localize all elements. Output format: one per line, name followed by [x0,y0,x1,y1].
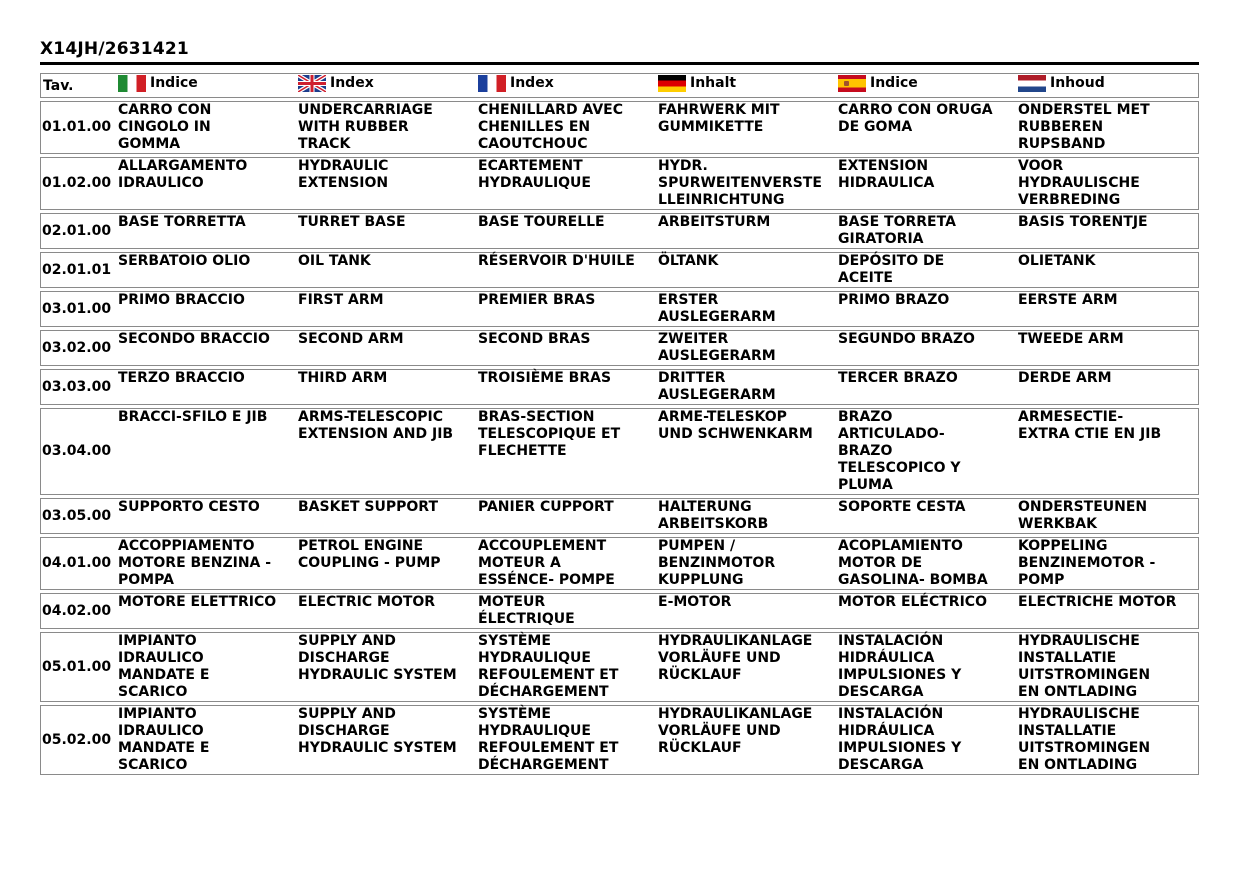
table-row [40,213,1199,249]
cell-text: TURRET BASE [298,214,406,230]
table-cell-italian [118,498,298,534]
cell-text: DRITTER AUSLEGERARM [658,370,776,403]
cell-text: HYDRAULIC EXTENSION [298,158,389,191]
table-code-cell: 03.03.00 [40,369,118,405]
table-cell-italian [118,330,298,366]
table-cell-italian [118,157,298,210]
cell-text: PRIMO BRACCIO [118,292,245,308]
code-column-header: Tav. [40,73,118,98]
table-cell-italian [118,537,298,590]
cell-text: ARMESECTIE- EXTRA CTIE EN JIB [1018,409,1162,442]
cell-text: SUPPORTO CESTO [118,499,260,515]
table-cell-spanish [838,408,1018,495]
cell-text: DERDE ARM [1018,370,1112,386]
cell-text: FIRST ARM [298,292,384,308]
table-cell-spanish [838,705,1018,775]
table-cell-french [478,537,658,590]
table-cell-german [658,291,838,327]
cell-text: INSTALACIÓN HIDRÁULICA IMPULSIONES Y DESCARGA [838,633,962,700]
column-header-label: Indice [870,75,918,91]
cell-text: SUPPLY AND DISCHARGE HYDRAULIC SYSTEM [298,706,457,756]
cell-text: SEGUNDO BRAZO [838,331,975,347]
table-row [40,632,1199,702]
cell-text: SUPPLY AND DISCHARGE HYDRAULIC SYSTEM [298,633,457,683]
cell-text: TWEEDE ARM [1018,331,1124,347]
column-header-label: Indice [150,75,198,91]
table-cell-dutch [1018,408,1199,495]
table-cell-german [658,498,838,534]
column-header-french [478,73,658,98]
cell-text: SECOND ARM [298,331,404,347]
column-header-german [658,73,838,98]
table-cell-italian [118,632,298,702]
table-code-cell: 03.04.00 [40,408,118,495]
table-cell-german [658,408,838,495]
cell-text: ARME-TELESKOP UND SCHWENKARM [658,409,813,442]
table-code-cell: 02.01.00 [40,213,118,249]
table-cell-spanish [838,101,1018,154]
table-cell-spanish [838,291,1018,327]
table-cell-english [298,537,478,590]
table-cell-german [658,369,838,405]
cell-text: ÖLTANK [658,253,719,269]
table-row [40,537,1199,590]
table-cell-german [658,705,838,775]
table-cell-spanish [838,330,1018,366]
cell-text: SOPORTE CESTA [838,499,966,515]
table-cell-spanish [838,537,1018,590]
table-cell-french [478,213,658,249]
table-cell-spanish [838,252,1018,288]
cell-text: CHENILLARD AVEC CHENILLES EN CAOUTCHOUC [478,102,623,152]
cell-text: PREMIER BRAS [478,292,596,308]
table-row [40,101,1199,154]
table-code-cell: 05.02.00 [40,705,118,775]
cell-text: ONDERSTEUNEN WERKBAK [1018,499,1148,532]
cell-text: IMPIANTO IDRAULICO MANDATE E SCARICO [118,706,210,773]
cell-text: VOOR HYDRAULISCHE VERBREDING [1018,158,1140,208]
column-header-label: Inhoud [1050,75,1105,91]
table-cell-french [478,408,658,495]
table-cell-dutch [1018,101,1199,154]
table-body [40,101,1199,775]
column-header-label: Index [510,75,554,91]
table-cell-italian [118,593,298,629]
cell-text: ELECTRIC MOTOR [298,594,436,610]
table-code-cell: 03.01.00 [40,291,118,327]
table-cell-french [478,101,658,154]
table-cell-spanish [838,593,1018,629]
cell-text: PRIMO BRAZO [838,292,950,308]
table-cell-english [298,632,478,702]
table-row [40,593,1199,629]
cell-text: SECONDO BRACCIO [118,331,270,347]
cell-text: EERSTE ARM [1018,292,1118,308]
spain-flag-icon [838,75,866,92]
cell-text: OIL TANK [298,253,371,269]
table-cell-french [478,157,658,210]
cell-text: ARMS-TELESCOPIC EXTENSION AND JIB [298,409,454,442]
cell-text: SERBATOIO OLIO [118,253,251,269]
cell-text: INSTALACIÓN HIDRÁULICA IMPULSIONES Y DESCARGA [838,706,962,773]
table-row [40,408,1199,495]
cell-text: BASE TORRETA GIRATORIA [838,214,956,247]
table-cell-english [298,408,478,495]
netherlands-flag-icon [1018,75,1046,92]
table-cell-dutch [1018,330,1199,366]
cell-text: HYDRAULIKANLAGE VORLÄUFE UND RÜCKLAUF [658,706,813,756]
table-cell-dutch [1018,593,1199,629]
cell-text: ONDERSTEL MET RUBBEREN RUPSBAND [1018,102,1150,152]
table-cell-german [658,157,838,210]
cell-text: SECOND BRAS [478,331,591,347]
table-cell-german [658,593,838,629]
cell-text: PUMPEN / BENZINMOTOR KUPPLUNG [658,538,776,588]
document-title: X14JH/2631421 [40,39,189,59]
table-cell-dutch [1018,252,1199,288]
table-code-cell: 04.02.00 [40,593,118,629]
table-cell-italian [118,101,298,154]
cell-text: TERCER BRAZO [838,370,958,386]
table-code-cell: 05.01.00 [40,632,118,702]
cell-text: ERSTER AUSLEGERARM [658,292,776,325]
cell-text: CARRO CON ORUGA DE GOMA [838,102,993,135]
table-cell-french [478,252,658,288]
cell-text: ZWEITER AUSLEGERARM [658,331,776,364]
germany-flag-icon [658,75,686,92]
cell-text: BRAS-SECTION TELESCOPIQUE ET FLECHETTE [478,409,621,459]
cell-text: MOTEUR ÉLECTRIQUE [478,594,575,627]
cell-text: IMPIANTO IDRAULICO MANDATE E SCARICO [118,633,210,700]
table-cell-english [298,213,478,249]
cell-text: MOTOR ELÉCTRICO [838,594,987,610]
table-cell-dutch [1018,632,1199,702]
table-code-cell: 01.02.00 [40,157,118,210]
table-code-cell: 03.02.00 [40,330,118,366]
column-header-label: Inhalt [690,75,737,91]
table-cell-german [658,213,838,249]
table-cell-german [658,537,838,590]
cell-text: SYSTÈME HYDRAULIQUE REFOULEMENT ET DÉCHARGEMENT [478,706,619,773]
table-cell-french [478,705,658,775]
table-cell-german [658,101,838,154]
index-table [40,70,1199,778]
cell-text: ELECTRICHE MOTOR [1018,594,1177,610]
cell-text: MOTORE ELETTRICO [118,594,277,610]
table-cell-german [658,632,838,702]
cell-text: SYSTÈME HYDRAULIQUE REFOULEMENT ET DÉCHARGEMENT [478,633,619,700]
cell-text: OLIETANK [1018,253,1096,269]
table-cell-dutch [1018,291,1199,327]
cell-text: THIRD ARM [298,370,388,386]
table-cell-english [298,291,478,327]
cell-text: HYDRAULISCHE INSTALLATIE UITSTROMINGEN EN ONTLADING [1018,706,1151,773]
cell-text: RÉSERVOIR D'HUILE [478,253,635,269]
table-cell-english [298,593,478,629]
table-cell-english [298,498,478,534]
cell-text: ACOPLAMIENTO MOTOR DE GASOLINA- BOMBA [838,538,988,588]
table-cell-spanish [838,369,1018,405]
cell-text: ECARTEMENT HYDRAULIQUE [478,158,591,191]
table-cell-dutch [1018,537,1199,590]
cell-text: UNDERCARRIAGE WITH RUBBER TRACK [298,102,433,152]
table-cell-dutch [1018,369,1199,405]
table-cell-english [298,157,478,210]
italy-flag-icon [118,75,146,92]
table-row [40,330,1199,366]
table-cell-spanish [838,632,1018,702]
table-cell-french [478,291,658,327]
column-header-label: Index [330,75,374,91]
cell-text: ARBEITSTURM [658,214,771,230]
cell-text: ALLARGAMENTO IDRAULICO [118,158,248,191]
cell-text: CARRO CON CINGOLO IN GOMMA [118,102,212,152]
cell-text: PANIER CUPPORT [478,499,614,515]
table-cell-dutch [1018,213,1199,249]
cell-text: HYDRAULISCHE INSTALLATIE UITSTROMINGEN EN ONTLADING [1018,633,1151,700]
cell-text: BASKET SUPPORT [298,499,438,515]
table-cell-italian [118,408,298,495]
cell-text: FAHRWERK MIT GUMMIKETTE [658,102,780,135]
table-cell-dutch [1018,157,1199,210]
cell-text: PETROL ENGINE COUPLING - PUMP [298,538,441,571]
table-cell-german [658,252,838,288]
column-header-dutch [1018,73,1199,98]
table-row [40,498,1199,534]
table-cell-spanish [838,213,1018,249]
table-code-cell: 01.01.00 [40,101,118,154]
cell-text: EXTENSION HIDRAULICA [838,158,935,191]
table-cell-french [478,498,658,534]
table-cell-spanish [838,498,1018,534]
table-cell-italian [118,705,298,775]
table-cell-english [298,252,478,288]
table-cell-dutch [1018,705,1199,775]
table-cell-french [478,369,658,405]
cell-text: BRACCI-SFILO E JIB [118,409,268,425]
cell-text: ACCOPPIAMENTO MOTORE BENZINA - POMPA [118,538,272,588]
cell-text: KOPPELING BENZINEMOTOR - POMP [1018,538,1156,588]
column-header-english [298,73,478,98]
table-cell-italian [118,291,298,327]
table-cell-italian [118,369,298,405]
table-cell-spanish [838,157,1018,210]
table-cell-french [478,632,658,702]
column-header-italian [118,73,298,98]
table-code-cell: 04.01.00 [40,537,118,590]
table-row [40,369,1199,405]
cell-text: E-MOTOR [658,594,732,610]
table-header-row [40,73,1199,98]
table-row [40,252,1199,288]
cell-text: HALTERUNG ARBEITSKORB [658,499,769,532]
table-cell-english [298,330,478,366]
table-cell-english [298,101,478,154]
table-cell-german [658,330,838,366]
cell-text: ACCOUPLEMENT MOTEUR A ESSÉNCE- POMPE [478,538,615,588]
cell-text: BASIS TORENTJE [1018,214,1148,230]
table-row [40,157,1199,210]
table-row [40,291,1199,327]
cell-text: TROISIÈME BRAS [478,370,612,386]
cell-text: BRAZO ARTICULADO- BRAZO TELESCOPICO Y PLUMA [838,409,961,493]
france-flag-icon [478,75,506,92]
table-cell-english [298,369,478,405]
cell-text: BASE TORRETTA [118,214,246,230]
cell-text: HYDR. SPURWEITENVERSTE LLEINRICHTUNG [658,158,822,208]
table-cell-french [478,593,658,629]
table-cell-italian [118,213,298,249]
table-cell-italian [118,252,298,288]
column-header-spanish [838,73,1018,98]
table-cell-dutch [1018,498,1199,534]
table-cell-english [298,705,478,775]
table-code-cell: 03.05.00 [40,498,118,534]
cell-text: TERZO BRACCIO [118,370,245,386]
cell-text: BASE TOURELLE [478,214,605,230]
table-row [40,705,1199,775]
title-rule [40,62,1199,65]
table-code-cell: 02.01.01 [40,252,118,288]
cell-text: HYDRAULIKANLAGE VORLÄUFE UND RÜCKLAUF [658,633,813,683]
table-cell-french [478,330,658,366]
cell-text: DEPÓSITO DE ACEITE [838,253,945,286]
uk-flag-icon [298,75,326,92]
